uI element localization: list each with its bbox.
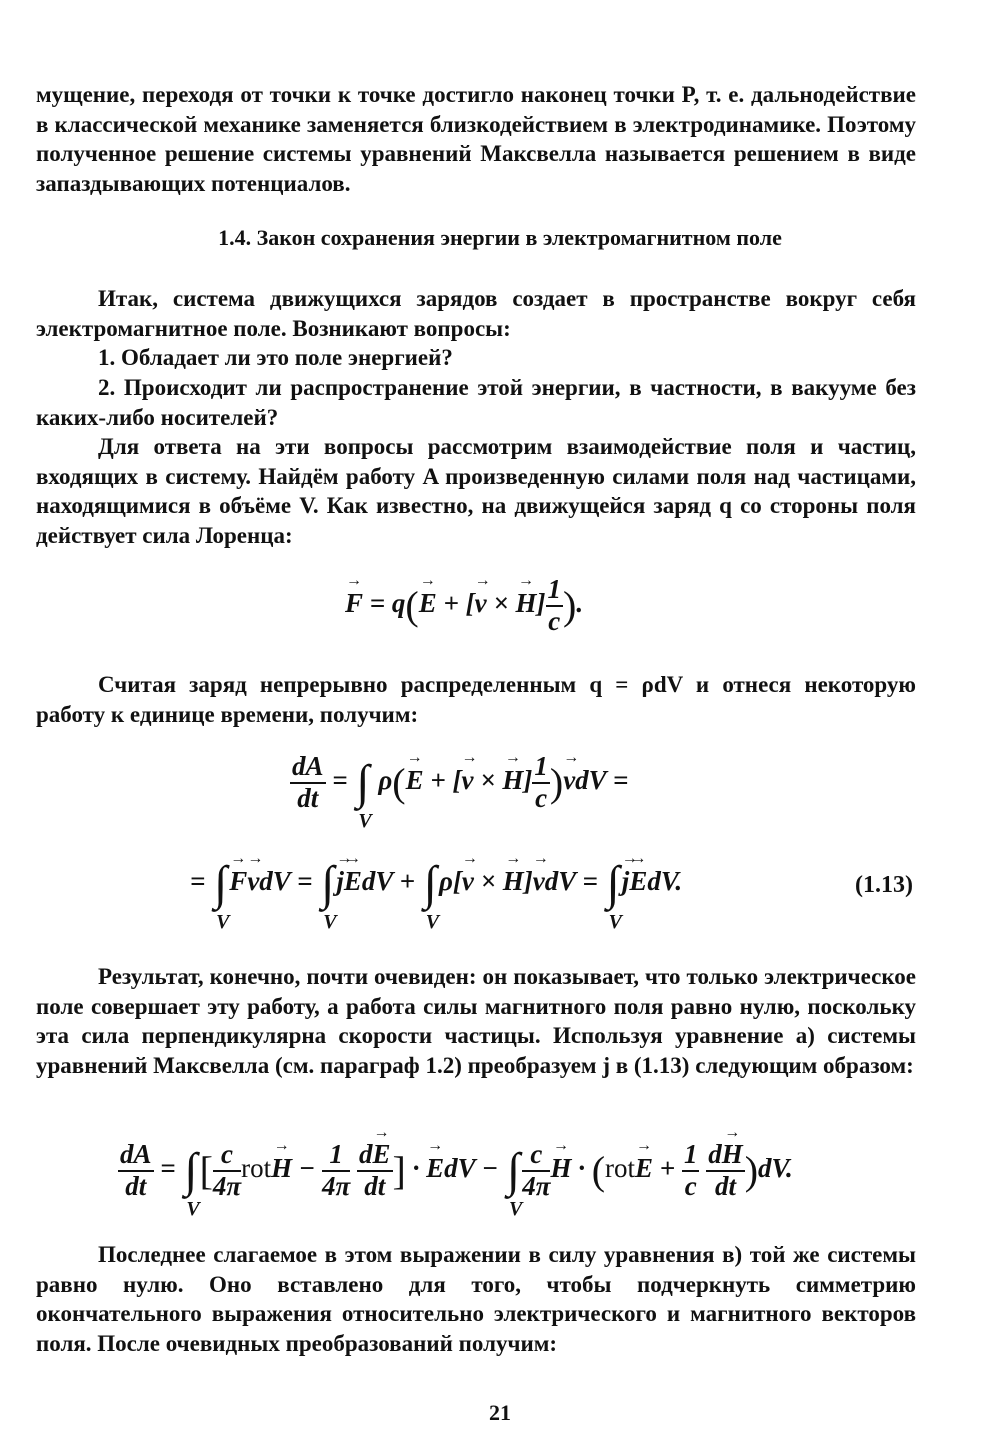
question-2: 2. Происходит ли распространение этой энергии, в частности, в вакууме без каких-либо носителей? [36, 375, 916, 430]
equation-number: (1.13) [855, 872, 913, 898]
formula-work-rate-line1: $\frac{dA}{dt}$ = ∫ V ρ(→ E + [→ v × → H] $\frac{1}{c}$ )→ vdV = [290, 752, 628, 813]
section-heading: 1.4. Закон сохранения энергии в электромагнитном поле [218, 225, 782, 250]
paragraph-last-term: Последнее слагаемое в этом выражении в силу уравнения в) той же системы равно нулю. Оно вставлено для того, чтобы подчеркнуть симметрию окончательного выражения относительно электрического и магнитного векторов поля. После очевидных преобразований получим: [36, 1242, 916, 1356]
paragraph-questions-intro: Итак, система движущихся зарядов создает в пространстве вокруг себя электромагнитное поле. Возникают вопросы: [36, 286, 916, 341]
paragraph-charge-distribution: Считая заряд непрерывно распределенным q = ρdV и отнеся некоторую работу к единице времени, получим: [36, 672, 916, 727]
formula-work-rate-line2: = ∫ V → F→ vdV = ∫ V → j→ EdV + ∫ V ρ[→ v × → H]→ vdV = ∫ V → j→ EdV. [190, 860, 682, 908]
formula-transformed: $\frac{dA}{dt}$ = ∫ V [ $\frac{c}{4\pi}$ rot→ H − $\frac{1}{4\pi}$ $\frac{d\to E}{dt}$ ] · → EdV − ∫ V $\frac{c}{4\pi}$ → H · (rot→ E + $\frac{1}{c}$ $\frac{d\to H}{dt}$ )dV. [118, 1140, 793, 1201]
paragraph-result: Результат, конечно, почти очевиден: он показывает, что только электрическое поле совершает эту работу, а работа силы магнитного поля равно нулю, поскольку эта сила перпендикулярна скорости частицы. Используя уравнение а) системы уравнений Максвелла (см. параграф 1.2) преобразуем j в (1.13) следующим образом: [36, 964, 916, 1078]
page-number: 21 [489, 1400, 511, 1425]
formula-lorentz-force: → F = q(→ E + [→ v × → H] $\frac{1}{c}$ ). [345, 575, 583, 636]
paragraph-intro: мущение, переходя от точки к точке достигло наконец точки P, т. е. дальнодействие в классической механике заменяется близкодействием в электродинамике. Поэтому полученное решение системы уравнений Максвелла называется решением в виде запаздывающих потенциалов. [36, 82, 916, 196]
paragraph-work: Для ответа на эти вопросы рассмотрим взаимодействие поля и частиц, входящих в систему. Найдём работу A произведенную силами поля над частицами, находящимися в объёме V. Как известно, на движущейся заряд q со стороны поля действует сила Лоренца: [36, 434, 916, 548]
question-1: 1. Обладает ли это поле энергией? [98, 345, 453, 370]
